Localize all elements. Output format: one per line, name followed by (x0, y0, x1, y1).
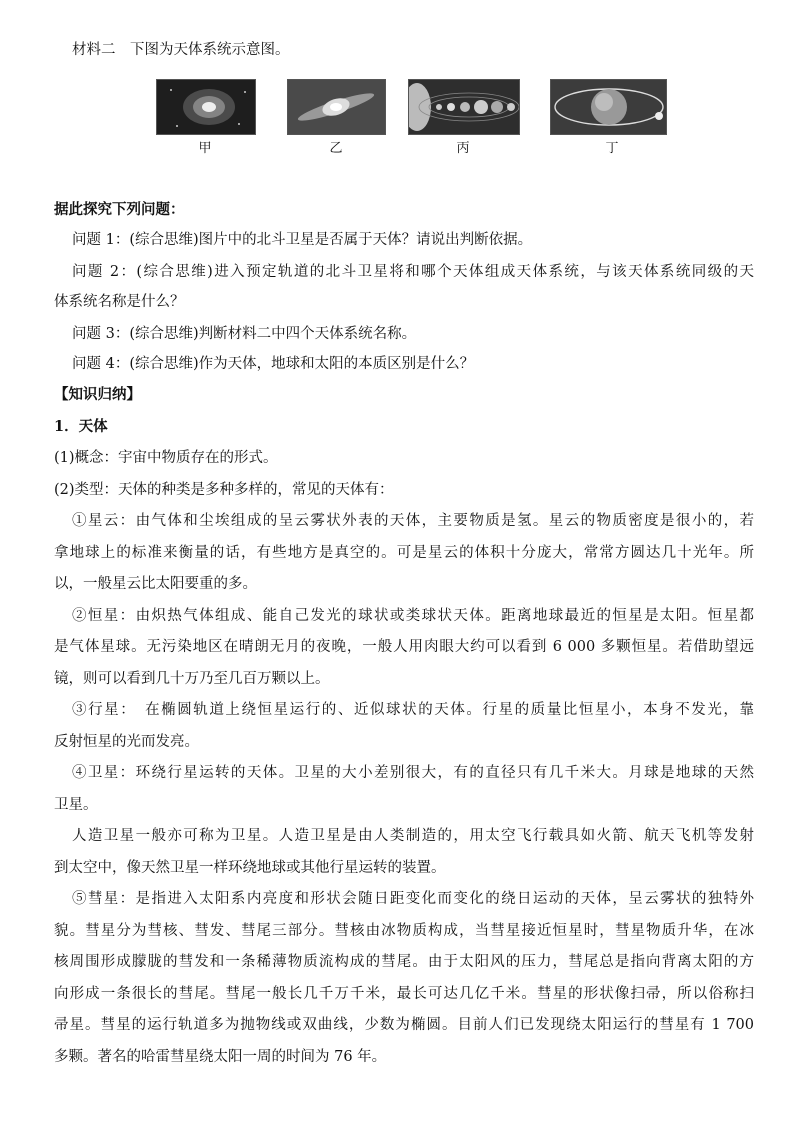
artificial-line-1: 人造卫星一般亦可称为卫星。人造卫星是由人类制造的，用太空飞行载具如火箭、航天飞机等发射 (72, 828, 754, 844)
planet-line-1: ③行星： 在椭圆轨道上绕恒星运行的、近似球状的天体。行星的质量比恒星小，本身不发光，靠 (72, 702, 754, 718)
nebula-line-3: 以，一般星云比太阳要重的多。 (54, 576, 257, 592)
section-1-heading: 1．天体 (54, 418, 108, 435)
star-line-1: ②恒星：由炽热气体组成、能自己发光的球状或类球状天体。距离地球最近的恒星是太阳。恒星都 (72, 608, 754, 624)
question-2-cont: 体系统名称是什么？ (54, 294, 185, 310)
comet-line-3: 核周围形成朦胧的彗发和一条稀薄物质流构成的彗尾。由于太阳风的压力，彗尾总是指向背离太阳的方 (54, 954, 754, 970)
concept-text: (1)概念：宇宙中物质存在的形式。 (54, 450, 278, 466)
comet-line-2: 貌。彗星分为彗核、彗发、彗尾三部分。彗核由冰物质构成，当彗星接近恒星时，彗星物质升华，在冰 (54, 923, 754, 939)
question-4: 问题 4：(综合思维)作为天体，地球和太阳的本质区别是什么？ (72, 356, 475, 372)
figure-caption-bing: 丙 (456, 141, 470, 156)
question-3: 问题 3：(综合思维)判断材料二中四个天体系统名称。 (72, 326, 417, 342)
nebula-line-1: ①星云：由气体和尘埃组成的呈云雾状外表的天体，主要物质是氢。星云的物质密度是很小的，若 (72, 513, 754, 529)
milky-way-image (287, 79, 386, 135)
galaxy-image (156, 79, 256, 135)
summary-heading: 【知识归纳】 (54, 386, 141, 403)
planet-line-2: 反射恒星的光而发亮。 (54, 734, 199, 750)
question-1: 问题 1：(综合思维)图片中的北斗卫星是否属于天体？请说出判断依据。 (72, 232, 533, 248)
intro-text: 据此探究下列问题： (54, 201, 185, 218)
star-line-2: 是气体星球。无污染地区在晴朗无月的夜晚，一般人用肉眼大约可以看到 6 000 多颗恒星。若借助望远 (54, 639, 754, 655)
earth-moon-image (550, 79, 667, 135)
satellite-line-2: 卫星。 (54, 797, 98, 813)
comet-line-1: ⑤彗星：是指进入太阳系内亮度和形状会随日距变化而变化的绕日运动的天体，呈云雾状的独特外 (72, 891, 754, 907)
star-line-3: 镜，则可以看到几十万乃至几百万颗以上。 (54, 671, 330, 687)
comet-line-6: 多颗。著名的哈雷彗星绕太阳一周的时间为 76 年。 (54, 1049, 387, 1065)
figure-caption-yi: 乙 (329, 141, 343, 156)
figure-caption-ding: 丁 (605, 141, 619, 156)
comet-line-4: 向形成一条很长的彗尾。彗尾一般长几千万千米，最长可达几亿千米。彗星的形状像扫帚，所以俗称扫 (54, 986, 754, 1002)
artificial-line-2: 到太空中，像天然卫星一样环绕地球或其他行星运转的装置。 (54, 860, 446, 876)
types-text: (2)类型：天体的种类是多种多样的，常见的天体有： (54, 482, 394, 498)
comet-line-5: 帚星。彗星的运行轨道多为抛物线或双曲线，少数为椭圆。目前人们已发现绕太阳运行的彗星有 1 700 (54, 1017, 754, 1033)
nebula-line-2: 拿地球上的标准来衡量的话，有些地方是真空的。可是星云的体积十分庞大，常常方圆达几十光年。所 (54, 545, 754, 561)
solar-system-image (408, 79, 520, 135)
question-2: 问题 2：(综合思维)进入预定轨道的北斗卫星将和哪个天体组成天体系统，与该天体系统同级的天 (72, 264, 754, 280)
satellite-line-1: ④卫星：环绕行星运转的天体。卫星的大小差别很大，有的直径只有几千米大。月球是地球的天然 (72, 765, 754, 781)
figure-caption-jia: 甲 (198, 141, 212, 156)
material-title: 材料二 下图为天体系统示意图。 (72, 42, 290, 58)
